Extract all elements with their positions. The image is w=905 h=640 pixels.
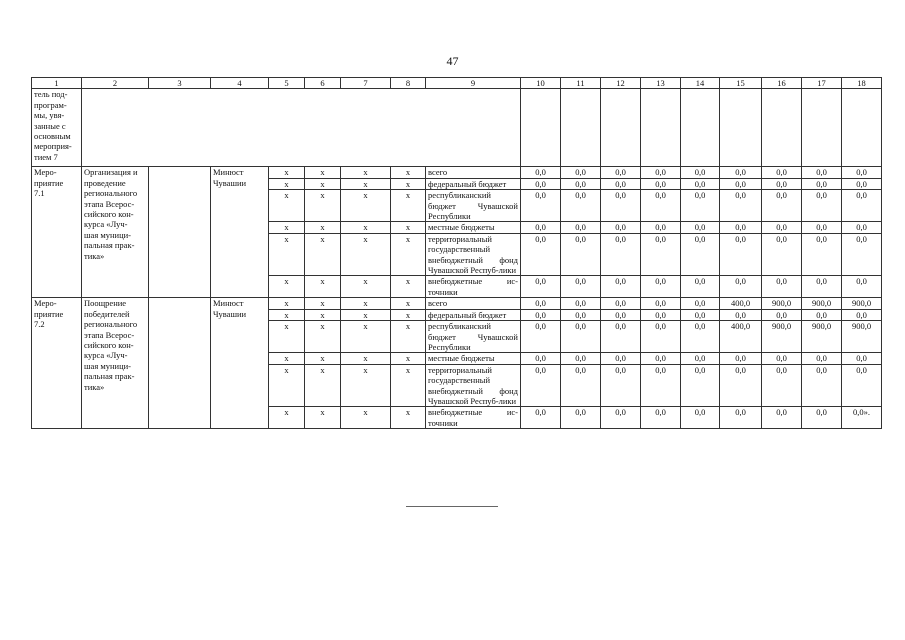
value-cell: 0,0 <box>762 276 802 298</box>
value-cell: 0,0 <box>601 233 641 276</box>
x-mark-cell: x <box>341 298 391 309</box>
table-row <box>32 167 882 178</box>
value-cell: 0,0 <box>762 190 802 222</box>
value-cell: 0,0 <box>762 178 802 189</box>
funding-source-cell: всего <box>426 167 521 178</box>
value-cell: 0,0 <box>681 298 720 309</box>
value-cell: 0,0 <box>681 178 720 189</box>
empty-cell <box>681 89 720 167</box>
value-cell: 0,0 <box>802 190 842 222</box>
value-cell: 0,0 <box>681 276 720 298</box>
value-cell: 0,0 <box>681 321 720 353</box>
value-cell: 0,0 <box>561 178 601 189</box>
continuation-cell: тель под- програм- мы, увя- занные с основным мероприя- тием 7 <box>32 89 82 167</box>
empty-cell <box>641 89 681 167</box>
measure-c3-cell <box>149 167 211 298</box>
value-cell: 0,0 <box>720 353 762 364</box>
value-cell: 0,0 <box>720 364 762 407</box>
value-cell: 0,0 <box>521 298 561 309</box>
value-cell: 0,0 <box>720 167 762 178</box>
x-mark-cell: x <box>391 309 426 320</box>
x-mark-cell: x <box>305 407 341 429</box>
x-mark-cell: x <box>391 276 426 298</box>
x-mark-cell: x <box>341 222 391 233</box>
value-cell: 0,0 <box>681 364 720 407</box>
value-cell: 0,0 <box>561 276 601 298</box>
value-cell: 0,0 <box>681 353 720 364</box>
column-number-cell: 6 <box>305 78 341 89</box>
value-cell: 0,0 <box>720 190 762 222</box>
value-cell: 0,0 <box>521 353 561 364</box>
value-cell: 0,0». <box>842 407 882 429</box>
measure-c2-cell: Организация и проведение регионального этапа Всерос- сийского кон- курса «Луч- шая муници- пальная прак- тика» <box>82 167 149 298</box>
funding-source-cell: республиканский бюджет Чувашской Республики <box>426 321 521 353</box>
funding-source-cell: территориальный государственный внебюджетный фонд Чувашской Респуб-лики <box>426 233 521 276</box>
value-cell: 0,0 <box>842 190 882 222</box>
column-number-cell: 15 <box>720 78 762 89</box>
x-mark-cell: x <box>269 364 305 407</box>
value-cell: 0,0 <box>681 309 720 320</box>
value-cell: 0,0 <box>762 364 802 407</box>
value-cell: 0,0 <box>681 233 720 276</box>
x-mark-cell: x <box>391 233 426 276</box>
value-cell: 0,0 <box>561 222 601 233</box>
x-mark-cell: x <box>341 178 391 189</box>
value-cell: 0,0 <box>601 364 641 407</box>
value-cell: 0,0 <box>802 276 842 298</box>
value-cell: 0,0 <box>720 222 762 233</box>
value-cell: 0,0 <box>561 190 601 222</box>
value-cell: 0,0 <box>720 276 762 298</box>
column-number-cell: 18 <box>842 78 882 89</box>
x-mark-cell: x <box>305 167 341 178</box>
x-mark-cell: x <box>391 407 426 429</box>
funding-source-cell: местные бюджеты <box>426 353 521 364</box>
value-cell: 0,0 <box>521 167 561 178</box>
x-mark-cell: x <box>341 364 391 407</box>
continuation-row <box>32 89 882 167</box>
column-number-cell: 12 <box>601 78 641 89</box>
value-cell: 0,0 <box>762 167 802 178</box>
empty-cell <box>521 89 561 167</box>
x-mark-cell: x <box>341 309 391 320</box>
empty-cell <box>720 89 762 167</box>
value-cell: 0,0 <box>842 276 882 298</box>
x-mark-cell: x <box>391 190 426 222</box>
x-mark-cell: x <box>269 233 305 276</box>
column-number-cell: 17 <box>802 78 842 89</box>
value-cell: 0,0 <box>681 190 720 222</box>
x-mark-cell: x <box>269 167 305 178</box>
value-cell: 0,0 <box>601 190 641 222</box>
value-cell: 0,0 <box>720 178 762 189</box>
value-cell: 0,0 <box>561 321 601 353</box>
value-cell: 0,0 <box>521 407 561 429</box>
value-cell: 0,0 <box>681 222 720 233</box>
value-cell: 400,0 <box>720 298 762 309</box>
value-cell: 0,0 <box>762 407 802 429</box>
x-mark-cell: x <box>269 309 305 320</box>
value-cell: 900,0 <box>802 298 842 309</box>
x-mark-cell: x <box>341 321 391 353</box>
x-mark-cell: x <box>269 298 305 309</box>
funding-source-cell: территориальный государственный внебюджетный фонд Чувашской Респуб-лики <box>426 364 521 407</box>
column-number-cell: 2 <box>82 78 149 89</box>
value-cell: 0,0 <box>521 276 561 298</box>
x-mark-cell: x <box>341 407 391 429</box>
x-mark-cell: x <box>391 298 426 309</box>
value-cell: 0,0 <box>521 233 561 276</box>
x-mark-cell: x <box>305 233 341 276</box>
measure-c4-cell: Минюст Чувашии <box>211 298 269 429</box>
column-number-cell: 16 <box>762 78 802 89</box>
value-cell: 0,0 <box>601 309 641 320</box>
value-cell: 0,0 <box>802 222 842 233</box>
column-number-cell: 3 <box>149 78 211 89</box>
value-cell: 0,0 <box>641 298 681 309</box>
x-mark-cell: x <box>305 353 341 364</box>
x-mark-cell: x <box>305 364 341 407</box>
value-cell: 0,0 <box>521 190 561 222</box>
value-cell: 0,0 <box>842 309 882 320</box>
funding-source-cell: всего <box>426 298 521 309</box>
value-cell: 900,0 <box>842 321 882 353</box>
empty-cell <box>762 89 802 167</box>
x-mark-cell: x <box>305 190 341 222</box>
funding-source-cell: местные бюджеты <box>426 222 521 233</box>
measure-c3-cell <box>149 298 211 429</box>
column-number-cell: 13 <box>641 78 681 89</box>
x-mark-cell: x <box>269 190 305 222</box>
value-cell: 0,0 <box>802 407 842 429</box>
column-number-cell: 8 <box>391 78 426 89</box>
measure-c1-cell: Меро- приятие 7.1 <box>32 167 82 298</box>
x-mark-cell: x <box>269 407 305 429</box>
value-cell: 0,0 <box>681 407 720 429</box>
column-number-cell: 11 <box>561 78 601 89</box>
value-cell: 0,0 <box>601 407 641 429</box>
x-mark-cell: x <box>305 298 341 309</box>
value-cell: 0,0 <box>641 407 681 429</box>
measure-c4-cell: Минюст Чувашии <box>211 167 269 298</box>
x-mark-cell: x <box>269 353 305 364</box>
value-cell: 0,0 <box>842 222 882 233</box>
value-cell: 0,0 <box>641 190 681 222</box>
page-number: 47 <box>446 54 459 68</box>
value-cell: 0,0 <box>802 364 842 407</box>
funding-source-cell: внебюджетные ис-точники <box>426 276 521 298</box>
x-mark-cell: x <box>391 364 426 407</box>
x-mark-cell: x <box>391 353 426 364</box>
x-mark-cell: x <box>391 178 426 189</box>
value-cell: 0,0 <box>601 298 641 309</box>
value-cell: 0,0 <box>561 233 601 276</box>
value-cell: 0,0 <box>561 167 601 178</box>
column-number-cell: 4 <box>211 78 269 89</box>
x-mark-cell: x <box>305 309 341 320</box>
budget-table <box>31 77 882 429</box>
empty-cell <box>802 89 842 167</box>
value-cell: 0,0 <box>842 167 882 178</box>
funding-source-cell: внебюджетные ис-точники <box>426 407 521 429</box>
x-mark-cell: x <box>269 222 305 233</box>
value-cell: 0,0 <box>601 167 641 178</box>
value-cell: 0,0 <box>641 276 681 298</box>
value-cell: 900,0 <box>762 321 802 353</box>
value-cell: 0,0 <box>802 178 842 189</box>
value-cell: 0,0 <box>762 233 802 276</box>
value-cell: 0,0 <box>762 222 802 233</box>
value-cell: 0,0 <box>601 222 641 233</box>
value-cell: 400,0 <box>720 321 762 353</box>
x-mark-cell: x <box>269 321 305 353</box>
value-cell: 0,0 <box>842 353 882 364</box>
value-cell: 0,0 <box>842 178 882 189</box>
value-cell: 0,0 <box>641 178 681 189</box>
column-number-cell: 1 <box>32 78 82 89</box>
x-mark-cell: x <box>341 233 391 276</box>
value-cell: 900,0 <box>762 298 802 309</box>
value-cell: 0,0 <box>641 364 681 407</box>
x-mark-cell: x <box>391 167 426 178</box>
empty-cell <box>82 89 521 167</box>
value-cell: 0,0 <box>762 309 802 320</box>
x-mark-cell: x <box>341 190 391 222</box>
funding-source-cell: федеральный бюджет <box>426 309 521 320</box>
value-cell: 0,0 <box>561 364 601 407</box>
value-cell: 0,0 <box>802 167 842 178</box>
x-mark-cell: x <box>269 276 305 298</box>
x-mark-cell: x <box>341 276 391 298</box>
funding-source-cell: федеральный бюджет <box>426 178 521 189</box>
value-cell: 0,0 <box>641 321 681 353</box>
value-cell: 0,0 <box>802 353 842 364</box>
value-cell: 0,0 <box>641 233 681 276</box>
column-number-cell: 9 <box>426 78 521 89</box>
x-mark-cell: x <box>305 321 341 353</box>
x-mark-cell: x <box>391 222 426 233</box>
empty-cell <box>601 89 641 167</box>
value-cell: 0,0 <box>802 233 842 276</box>
x-mark-cell: x <box>305 222 341 233</box>
value-cell: 0,0 <box>601 276 641 298</box>
value-cell: 0,0 <box>601 178 641 189</box>
x-mark-cell: x <box>305 178 341 189</box>
value-cell: 0,0 <box>681 167 720 178</box>
column-number-cell: 7 <box>341 78 391 89</box>
x-mark-cell: x <box>305 276 341 298</box>
value-cell: 0,0 <box>641 353 681 364</box>
value-cell: 0,0 <box>521 364 561 407</box>
x-mark-cell: x <box>341 167 391 178</box>
measure-c2-cell: Поощрение победителей регионального этапа Всерос- сийского кон- курса «Луч- шая муници- пальная прак- тика» <box>82 298 149 429</box>
value-cell: 0,0 <box>720 407 762 429</box>
value-cell: 0,0 <box>842 364 882 407</box>
end-separator-line <box>406 506 498 507</box>
value-cell: 0,0 <box>561 309 601 320</box>
value-cell: 0,0 <box>802 309 842 320</box>
value-cell: 0,0 <box>521 178 561 189</box>
measure-c1-cell: Меро- приятие 7.2 <box>32 298 82 429</box>
column-number-row <box>32 78 882 89</box>
table-row <box>32 298 882 309</box>
value-cell: 0,0 <box>601 353 641 364</box>
value-cell: 0,0 <box>720 233 762 276</box>
x-mark-cell: x <box>391 321 426 353</box>
x-mark-cell: x <box>341 353 391 364</box>
value-cell: 900,0 <box>842 298 882 309</box>
value-cell: 0,0 <box>762 353 802 364</box>
value-cell: 0,0 <box>720 309 762 320</box>
value-cell: 0,0 <box>641 222 681 233</box>
value-cell: 0,0 <box>601 321 641 353</box>
empty-cell <box>561 89 601 167</box>
value-cell: 900,0 <box>802 321 842 353</box>
value-cell: 0,0 <box>521 321 561 353</box>
x-mark-cell: x <box>269 178 305 189</box>
value-cell: 0,0 <box>561 298 601 309</box>
empty-cell <box>842 89 882 167</box>
column-number-cell: 10 <box>521 78 561 89</box>
column-number-cell: 5 <box>269 78 305 89</box>
value-cell: 0,0 <box>521 222 561 233</box>
funding-source-cell: республиканский бюджет Чувашской Республики <box>426 190 521 222</box>
value-cell: 0,0 <box>561 407 601 429</box>
value-cell: 0,0 <box>641 167 681 178</box>
value-cell: 0,0 <box>521 309 561 320</box>
column-number-cell: 14 <box>681 78 720 89</box>
value-cell: 0,0 <box>561 353 601 364</box>
value-cell: 0,0 <box>641 309 681 320</box>
value-cell: 0,0 <box>842 233 882 276</box>
